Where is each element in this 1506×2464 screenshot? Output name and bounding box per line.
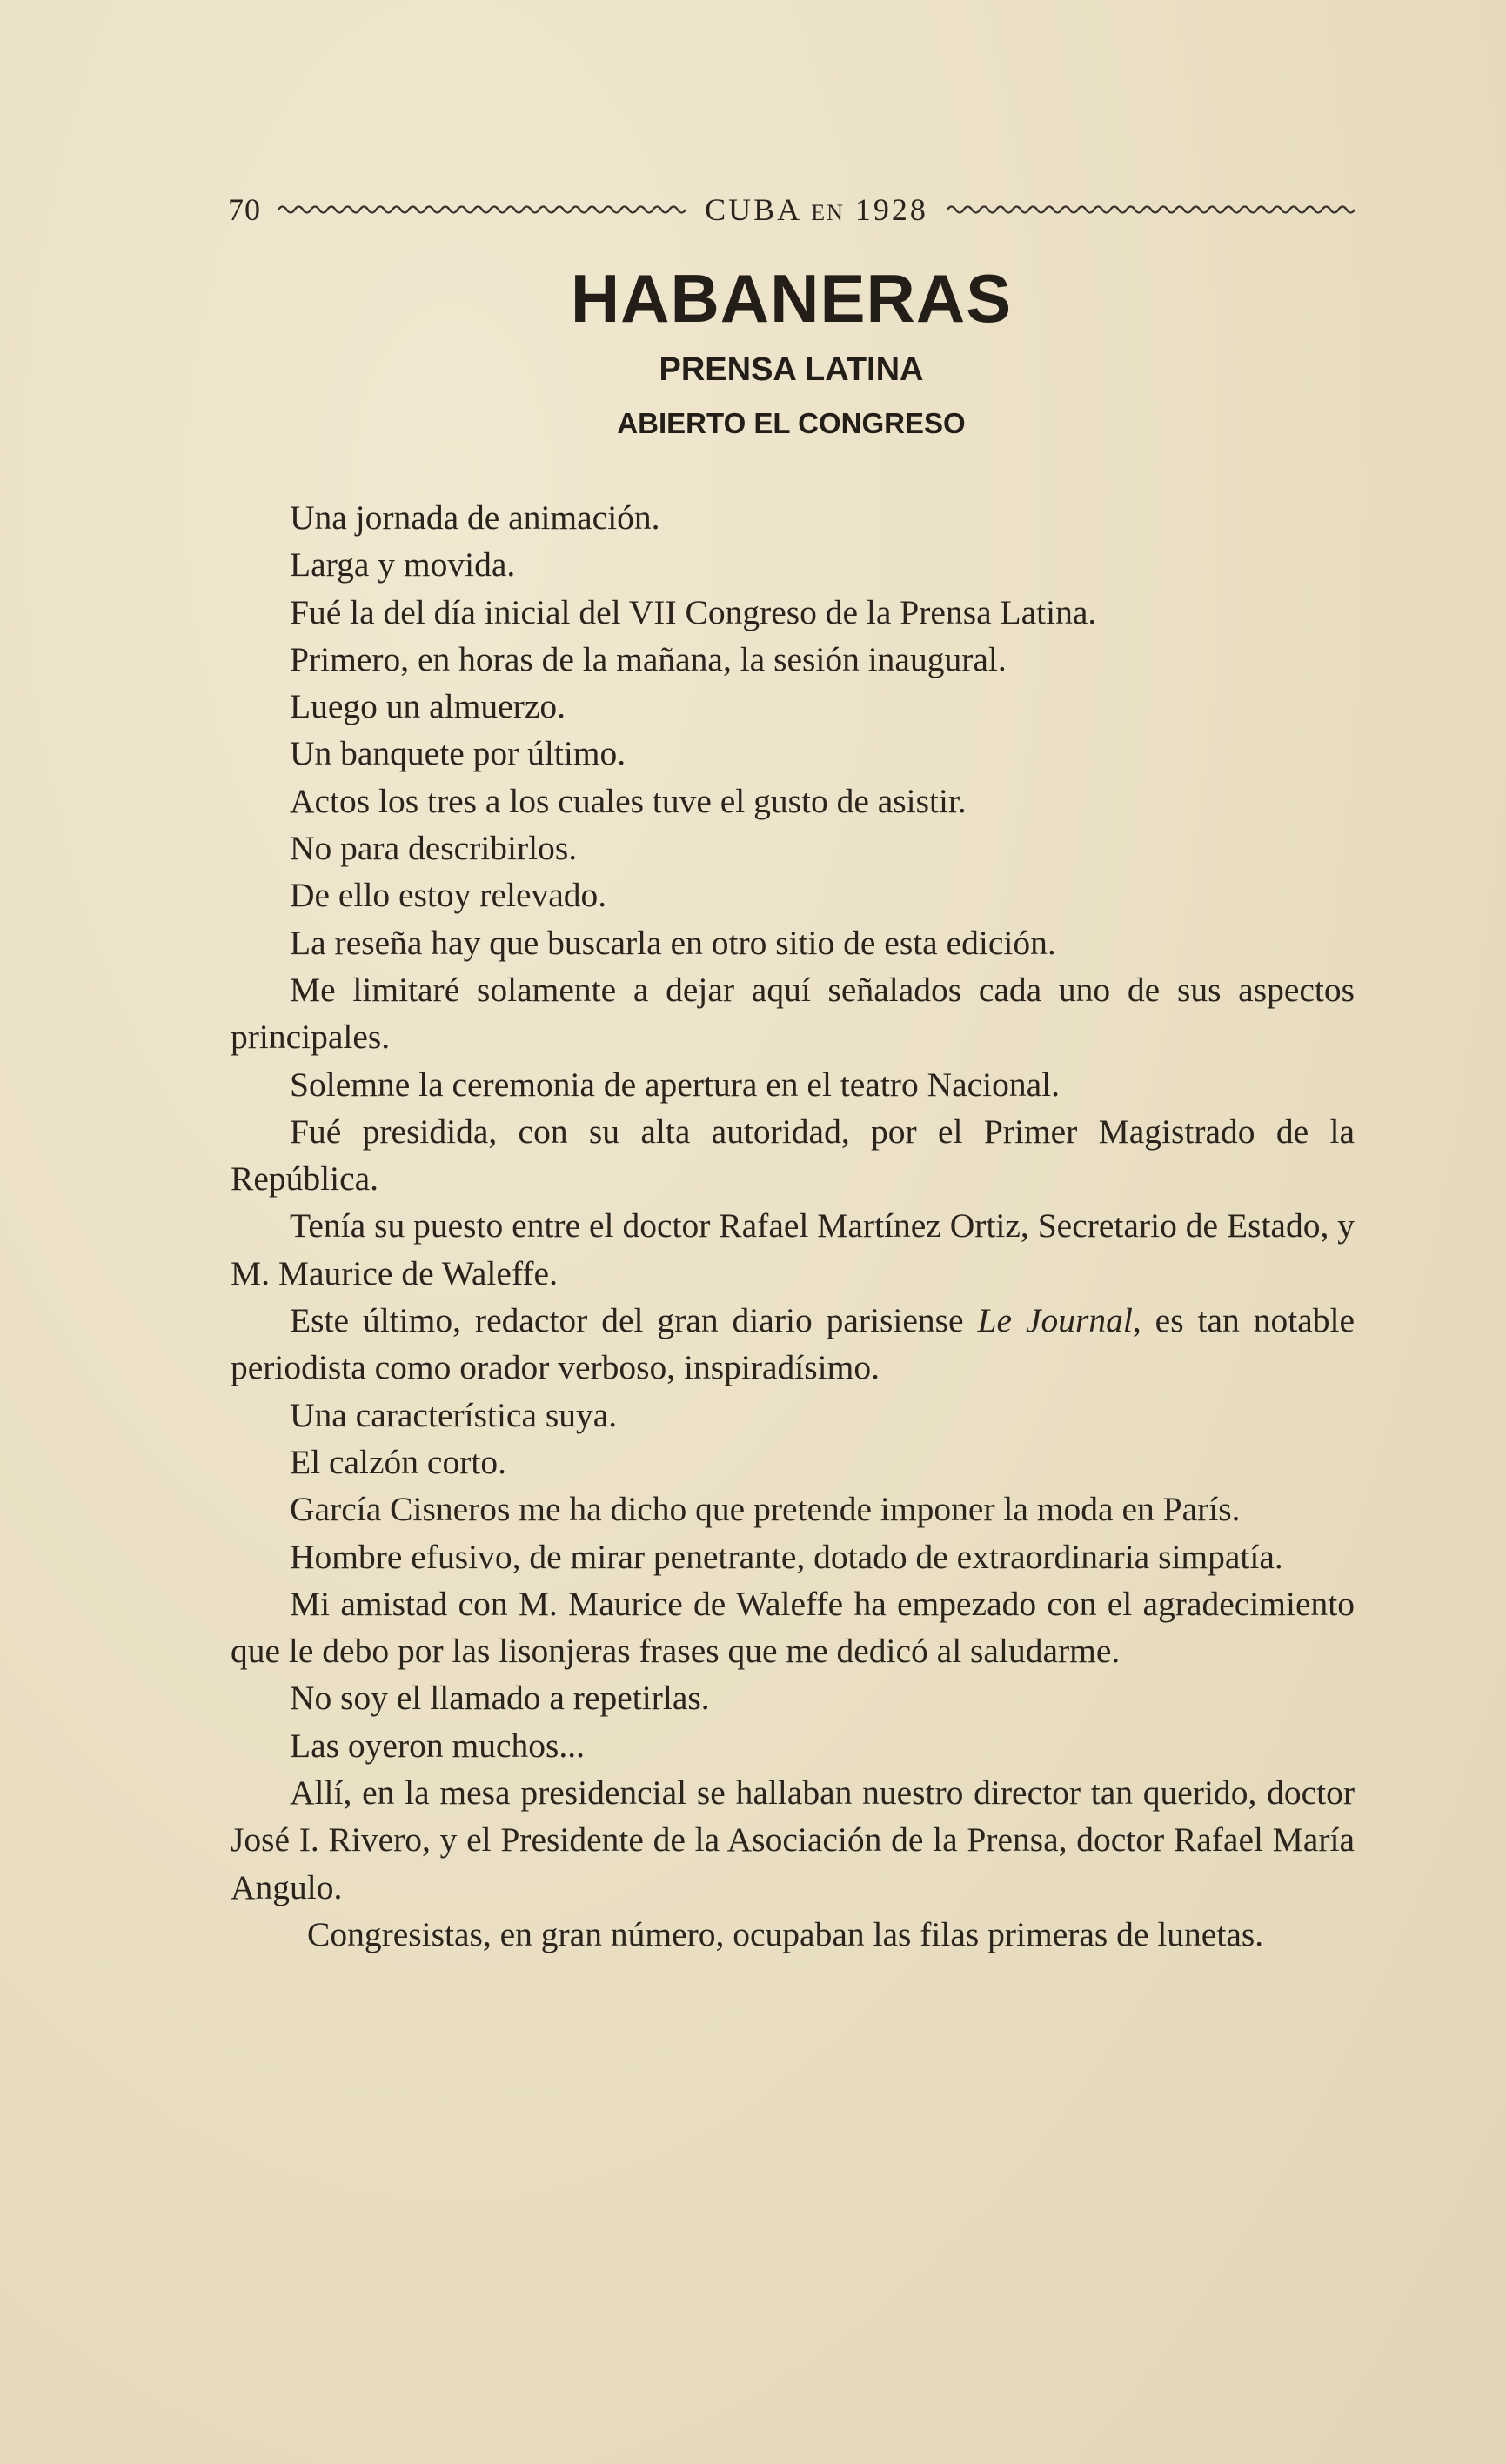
article-subtitle: PRENSA LATINA	[659, 351, 924, 388]
article-body	[231, 494, 1355, 1958]
section-title: HABANERAS	[570, 260, 1013, 337]
paragraph: Una jornada de animación.	[290, 498, 660, 537]
paragraph: Actos los tres a los cuales tuve el gusto de asistir.	[290, 781, 967, 820]
paragraph: Congresistas, en gran número, ocupaban las filas primeras de lunetas.	[307, 1914, 1264, 1953]
wavy-rule-right	[947, 201, 1355, 218]
paragraph: Primero, en horas de la mañana, la sesión inaugural.	[290, 639, 1007, 678]
article-heading: ABIERTO EL CONGRESO	[617, 407, 966, 439]
paragraph: De ello estoy relevado.	[290, 876, 607, 915]
paragraph: Fué la del día inicial del VII Congreso de la Prensa Latina.	[290, 592, 1097, 631]
paragraph: Luego un almuerzo.	[290, 687, 566, 726]
running-title-main: CUBA	[705, 192, 801, 227]
running-title-en: EN	[811, 200, 845, 225]
paragraph: Un banquete por último.	[290, 734, 626, 773]
paragraph: Solemne la ceremonia de apertura en el teatro Nacional.	[290, 1065, 1061, 1104]
paragraph: No para describirlos.	[290, 829, 578, 868]
newspaper-name: Le Journal	[977, 1301, 1133, 1340]
paragraph: Mi amistad con M. Maurice de Waleffe ha empezado con el agradecimiento que le debo por las lisonjeras frases que me dedicó al saludarme.	[231, 1584, 1355, 1671]
paragraph: El calzón corto.	[290, 1442, 506, 1481]
page-number: 70	[228, 192, 261, 227]
running-header	[228, 188, 1355, 231]
paragraph: Me limitaré solamente a dejar aquí señalados cada uno de sus aspectos principales.	[231, 970, 1355, 1057]
running-title	[705, 191, 928, 228]
paragraph-text: Este último, redactor del gran diario parisiense	[290, 1301, 978, 1340]
paragraph	[231, 1297, 1355, 1392]
paragraph: García Cisneros me ha dicho que pretende imponer la moda en París.	[290, 1490, 1241, 1529]
paragraph: Tenía su puesto entre el doctor Rafael Martínez Ortiz, Secretario de Estado, y M. Maurice de Waleffe.	[231, 1206, 1355, 1292]
paragraph: Allí, en la mesa presidencial se hallaban nuestro director tan querido, doctor José I. Rivero, y el Presidente de la Asociación de la Prensa, doctor Rafael María Angulo.	[231, 1773, 1355, 1906]
running-title-year: 1928	[854, 192, 928, 227]
paragraph: Fué presidida, con su alta autoridad, por el Primer Magistrado de la República.	[231, 1112, 1355, 1199]
paragraph: Larga y movida.	[290, 545, 516, 584]
paragraph: Las oyeron muchos...	[290, 1726, 585, 1765]
paragraph: Hombre efusivo, de mirar penetrante, dotado de extraordinaria simpatía.	[290, 1537, 1283, 1576]
paragraph: No soy el llamado a repetirlas.	[290, 1679, 710, 1718]
paragraph-text: , es tan notable periodista como orador verboso, inspiradísimo.	[231, 1301, 1355, 1387]
wavy-rule-left	[278, 201, 686, 218]
paragraph: Una característica suya.	[290, 1395, 618, 1434]
paragraph: La reseña hay que buscarla en otro sitio de esta edición.	[290, 923, 1056, 962]
